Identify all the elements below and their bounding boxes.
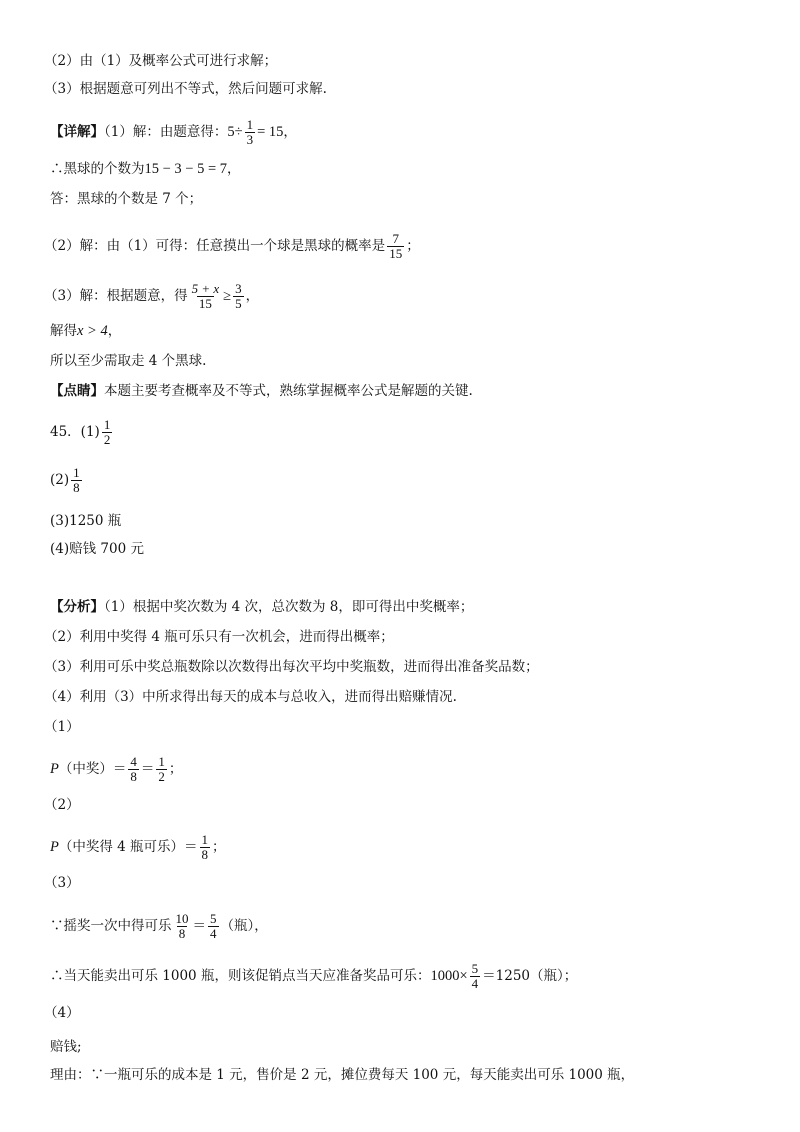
intro-line-3: （3）根据题意可列出不等式，然后问题可求解. <box>44 81 327 97</box>
reason-line: 理由：∵一瓶可乐的成本是 1 元，售价是 2 元，摊位费每天 100 元，每天能卖出可乐 1000 瓶， <box>50 1067 635 1083</box>
loss-line: 赔钱; <box>50 1039 82 1055</box>
analysis-line-4: （4）利用（3）中所求得出每天的成本与总收入，进而得出赔赚情况. <box>44 689 457 705</box>
answer-1-fraction: $\frac{1}{2}$ <box>103 417 111 447</box>
intro-line-2: （2）由（1）及概率公式可进行求解； <box>44 53 278 69</box>
therefore-fraction: $\frac{5}{4}$ <box>471 961 479 991</box>
part-4-label: （4） <box>44 1005 80 1021</box>
detail-step-3: （3）解：根据题意，得 $\frac{5 + x}{15}$ ≥ $\frac{3}{5}$ ， <box>44 281 260 311</box>
because-line: ∵摇奖一次中得可乐 $\frac{10}{8}$ ＝ $\frac{5}{4}$ （瓶）， <box>50 911 268 941</box>
black-ball-math: 15 − 3 − 5 = 7 <box>144 161 228 177</box>
detail-heading: 【详解】 <box>50 124 104 140</box>
therefore-line: ∴当天能卖出可乐 1000 瓶，则该促销点当天应准备奖品可乐：1000× $\frac{5}{4}$ ＝1250（瓶）； <box>50 961 578 991</box>
analysis-line-2: （2）利用中奖得 4 瓶可乐只有一次机会，进而得出概率； <box>44 629 394 645</box>
part-1-fraction-1: $\frac{4}{8}$ <box>130 754 137 784</box>
part-1-formula: P（中奖）＝ $\frac{4}{8}$ ＝ $\frac{1}{2}$ ； <box>50 754 183 784</box>
solution-math: x > 4 <box>77 323 108 339</box>
question-45-answer-2: (2) $\frac{1}{8}$ <box>50 465 80 495</box>
question-number: 45．(1) <box>50 424 100 440</box>
analysis-heading: 【分析】 <box>50 599 104 615</box>
because-fraction-2: $\frac{5}{4}$ <box>210 911 217 941</box>
analysis-line-1: 【分析】（1）根据中奖次数为 4 次，总次数为 8，即可得出中奖概率； <box>50 599 474 615</box>
step-1-fraction: $\frac{1}{3}$ <box>246 117 254 147</box>
step-2-fraction: $\frac{7}{15}$ <box>389 231 403 261</box>
black-ball-count: ∴黑球的个数为15 − 3 − 5 = 7， <box>50 161 241 177</box>
solution-line: 解得x > 4， <box>50 323 122 339</box>
answer-line: 答：黑球的个数是 7 个； <box>50 191 203 207</box>
comment-heading: 【点睛】 <box>50 383 104 399</box>
step-1-math-b: = 15 <box>257 124 284 140</box>
question-45-answer-4: (4)赔钱 700 元 <box>50 541 144 557</box>
detail-step-1-text: （1）解：由题意得： <box>104 124 228 140</box>
part-1-label: （1） <box>44 719 80 735</box>
because-fraction-1: $\frac{10}{8}$ <box>175 911 189 941</box>
step-3-fraction-1: $\frac{5 + x}{15}$ <box>191 281 220 311</box>
part-2-formula: P（中奖得 4 瓶可乐）＝ $\frac{1}{8}$ ； <box>50 832 226 862</box>
answer-2-fraction: $\frac{1}{8}$ <box>73 465 80 495</box>
part-3-label: （3） <box>44 875 80 891</box>
part-2-label: （2） <box>44 797 80 813</box>
step-3-fraction-2: $\frac{3}{5}$ <box>235 281 242 311</box>
analysis-line-3: （3）利用可乐中奖总瓶数除以次数得出每次平均中奖瓶数，进而得出准备奖品数； <box>44 659 539 675</box>
conclusion-line: 所以至少需取走 4 个黑球. <box>50 353 207 369</box>
part-2-fraction: $\frac{1}{8}$ <box>201 832 209 862</box>
question-45-answer-3: (3)1250 瓶 <box>50 513 122 529</box>
question-45-answer-1 <box>50 418 114 447</box>
step-1-math-a: 5÷ <box>227 124 243 140</box>
part-1-fraction-2: $\frac{1}{2}$ <box>158 754 165 784</box>
detail-step-2: （2）解：由（1）可得：任意摸出一个球是黑球的概率是 $\frac{7}{15}$ ； <box>44 231 420 261</box>
detail-step-1: 【详解】（1）解：由题意得：5÷ $\frac{1}{3}$ = 15， <box>50 117 297 147</box>
comment-line: 【点睛】本题主要考查概率及不等式，熟练掌握概率公式是解题的关键. <box>50 383 473 399</box>
